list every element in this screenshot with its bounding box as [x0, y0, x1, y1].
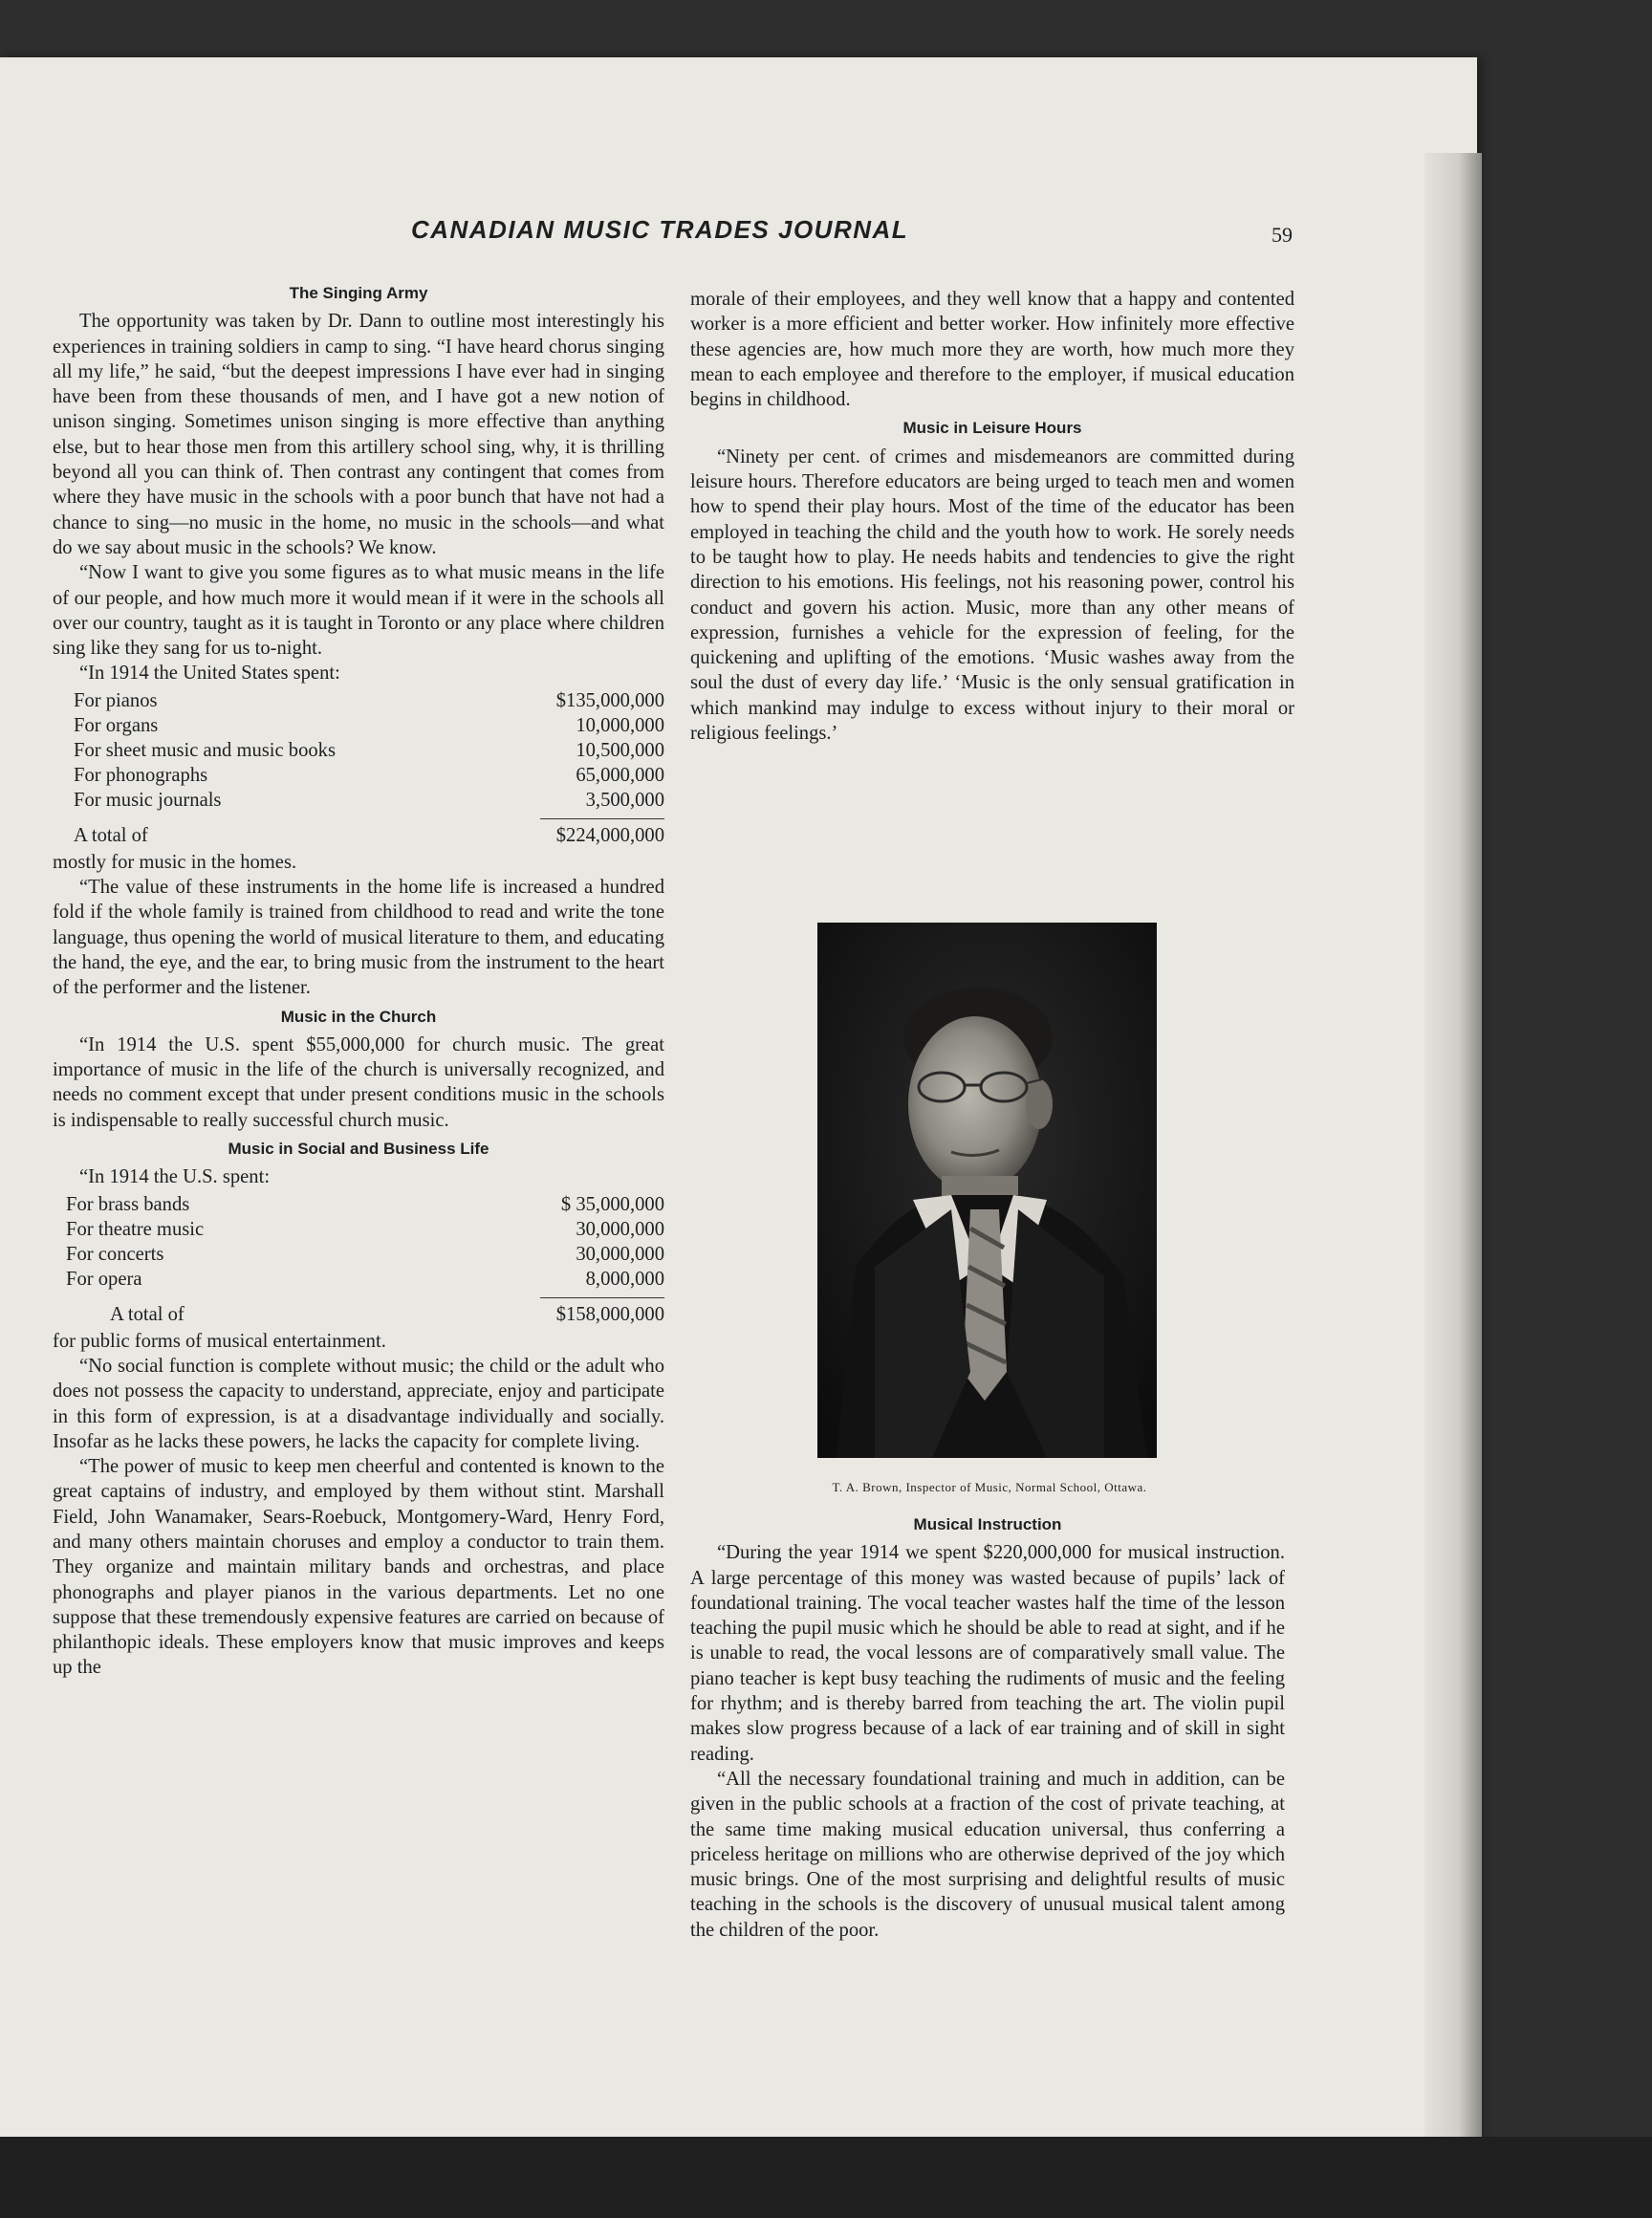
spending-label: For sheet music and music books [74, 739, 336, 761]
photo-caption: T. A. Brown, Inspector of Music, Normal School, Ottawa. [832, 1480, 1147, 1494]
heading-music-church: Music in the Church [280, 1007, 437, 1026]
spending-row [53, 738, 664, 763]
spending-row [53, 1242, 664, 1267]
heading-leisure-hours: Music in Leisure Hours [902, 419, 1082, 438]
spending-label: For organs [74, 714, 159, 736]
spending-table-homes [53, 688, 664, 813]
spending-label: For opera [66, 1268, 142, 1290]
document-page [0, 57, 1477, 2161]
left-column [53, 277, 664, 1681]
heading-singing-army: The Singing Army [289, 284, 428, 302]
spending-label: For brass bands [66, 1193, 190, 1215]
total-label: A total of [110, 1303, 185, 1325]
spending-row [53, 713, 664, 738]
page-number: 59 [1272, 223, 1293, 247]
spending-row [53, 1267, 664, 1292]
paragraph: “In 1914 the U.S. spent $55,000,000 for church music. The great importance of music in the life of the church is universally recognized, and needs no comment except that under present conditions music in the schools is indispensable to really successful church music. [53, 1033, 664, 1131]
paragraph: mostly for music in the homes. [53, 851, 297, 873]
paragraph: “Ninety per cent. of crimes and misdemeanors are committed during leisure hours. Therefore educators are being urged to teach men and women how to spend their play hours. Most of the time of the educator has been employed in teaching the child and the youth how to work. He sorely needs to be taught how to play. He needs habits and tendencies to give the right direction to his emotions. His feelings, not his reasoning power, control his conduct and govern his action. Music, more than any other means of expression, furnishes a vehicle for the expression of feeling, for the quickening and uplifting of the emotions. ‘Music washes away from the soul the dust of every day life.’ ‘Music is the only sensual gratification in which mankind may indulge to excess without injury to their moral or religious feelings.’ [690, 446, 1294, 745]
paragraph: for public forms of musical entertainment. [53, 1330, 386, 1352]
paragraph: “In 1914 the U.S. spent: [79, 1166, 271, 1188]
spending-row [53, 1192, 664, 1217]
spending-label: For pianos [74, 689, 158, 711]
spending-amount: 10,000,000 [576, 714, 664, 736]
total-rule [540, 818, 664, 819]
spending-amount: $ 35,000,000 [560, 1193, 664, 1215]
spending-label: For music journals [74, 789, 222, 811]
total-amount: $158,000,000 [555, 1303, 664, 1325]
spending-amount: 65,000,000 [576, 764, 664, 786]
total-label: A total of [74, 824, 148, 846]
spending-amount: 8,000,000 [585, 1268, 664, 1290]
heading-musical-instruction: Musical Instruction [913, 1515, 1062, 1533]
spending-label: For theatre music [66, 1218, 205, 1240]
total-table-public [53, 1302, 664, 1327]
paragraph: “The value of these instruments in the home life is increased a hundred fold if the whole family is trained from childhood to read and write the tone language, thus opening the world of musical literature to them, and educating the hand, the eye, and the ear, to bring music from the instrument to the heart of the performer and the listener. [53, 877, 664, 999]
total-amount: $224,000,000 [555, 824, 664, 846]
right-column-upper [690, 287, 1294, 746]
paragraph: “During the year 1914 we spent $220,000,000 for musical instruction. A large percentage of this money was wasted because of pupils’ lack of foundational training. The vocal teacher wastes half the time of the lesson teaching the pupil music which he should be able to read at sight, and if he is unable to read, the vocal lessons are of comparatively small value. The piano teacher is kept busy teaching the rudiments of music and the feeling for rhythm; and is thereby barred from teaching the art. The violin pupil makes slow progress because of a lack of ear training and of skill in sight reading. [690, 1542, 1285, 1765]
paragraph: “Now I want to give you some figures as to what music means in the life of our people, and how much more it would mean if it were in the schools all over our country, taught as it is taught in Toronto or any place where children sing like they sang for us to-night. [53, 562, 664, 660]
spending-label: For concerts [66, 1243, 164, 1265]
paragraph: “No social function is complete without music; the child or the adult who does not possess the capacity to understand, appreciate, enjoy and participate in this form of expression, is at a disadvantage individually and socially. Insofar as he lacks these powers, he lacks the capacity for complete living. [53, 1355, 664, 1452]
spending-amount: $135,000,000 [555, 689, 664, 711]
total-row [53, 823, 664, 848]
spending-amount: 10,500,000 [576, 739, 664, 761]
spending-row [53, 1217, 664, 1242]
paragraph: The opportunity was taken by Dr. Dann to outline most interestingly his experiences in training soldiers in camp to sing. “I have heard chorus singing all my life,” he said, “but the deepest impressions I have ever had in singing have been from these thousands of men, and I have got a new notion of unison singing. Sometimes unison singing is more effective than anything else, but to hear those men from this artillery school sing, why, it is thrilling beyond all you can think of. Then contrast any contingent that comes from where they have music in the schools with a poor bunch that have not had a chance to sing—no music in the home, no music in the schools—and what do we say about music in the schools? We know. [53, 311, 664, 558]
heading-music-social: Music in Social and Business Life [228, 1140, 489, 1159]
spending-row [53, 763, 664, 788]
spending-row [53, 788, 664, 813]
total-rule [540, 1297, 664, 1298]
paragraph: “The power of music to keep men cheerful and contented is known to the great captains of industry, and employed by them without stint. Marshall Field, John Wanamaker, Sears-Roebuck, Montgomery-Ward, Henry Ford, and many others maintain choruses and employ a conductor to train them. They organize and maintain military bands and orchestras, and place phonographs and player pianos in the various departments. Let no one suppose that these tremendously expensive features are carried on because of philanthopic ideals. These employers know that music improves and keeps up the [53, 1456, 664, 1679]
right-column-lower [690, 1509, 1285, 1943]
portrait-image [817, 923, 1157, 1458]
paragraph: “All the necessary foundational training and much in addition, can be given in the public schools at a fraction of the cost of private teaching, at the same time making musical education universal, thus conferring a priceless heritage on millions who are otherwise deprived of the joy which music brings. One of the most surprising and delightful results of music teaching in the schools is the discovery of unusual musical talent among the children of the poor. [690, 1768, 1285, 1941]
journal-title: CANADIAN MUSIC TRADES JOURNAL [411, 215, 909, 244]
page-edge [1424, 153, 1482, 2180]
spending-label: For phonographs [74, 764, 208, 786]
spending-row [53, 688, 664, 713]
page-header [0, 158, 1434, 247]
spending-table-public [53, 1192, 664, 1292]
paragraph: “In 1914 the United States spent: [79, 663, 340, 685]
total-row [53, 1302, 664, 1327]
background-surface [0, 2137, 1652, 2218]
paragraph: morale of their employees, and they well know that a happy and contented worker is a more efficient and better worker. How infinitely more effective these agencies are, how much more they are worth, how much more they mean to each employee and therefore to the employer, if musical education begins in childhood. [690, 289, 1294, 411]
spending-amount: 30,000,000 [576, 1218, 664, 1240]
spending-amount: 3,500,000 [585, 789, 664, 811]
portrait-photo [817, 923, 1157, 1458]
spending-amount: 30,000,000 [576, 1243, 664, 1265]
total-table-homes [53, 823, 664, 848]
